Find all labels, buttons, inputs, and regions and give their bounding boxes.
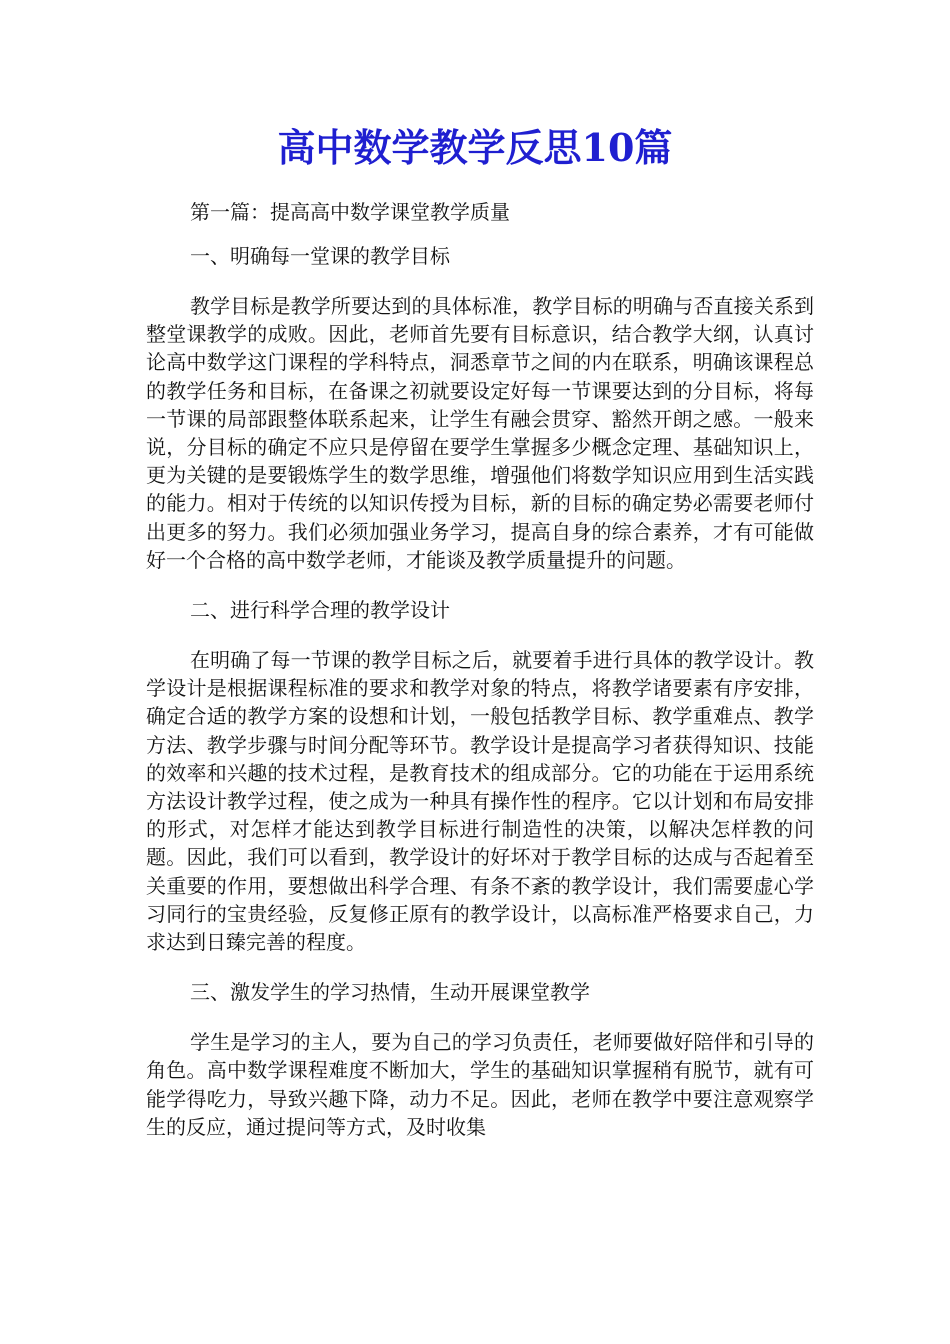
document-title: 高中数学教学反思10篇 <box>277 125 673 170</box>
section-heading-1: 一、明确每一堂课的教学目标 <box>190 244 450 268</box>
chapter-heading: 第一篇：提高高中数学课堂教学质量 <box>190 200 510 224</box>
section-heading-2: 二、进行科学合理的教学设计 <box>190 598 450 623</box>
document-body <box>146 198 814 1141</box>
section-paragraph-2: 在明确了每一节课的教学目标之后，就要着手进行具体的教学设计。教学设计是根据课程标准的要求和教学对象的特点，将教学诸要素有序安排，确定合适的教学方案的设想和计划，一般包括教学目标、教学重难点、教学方法、教学步骤与时间分配等环节。教学设计是提高学习者获得知识、技能的效率和兴趣的技术过程，是教育技术的组成部分。它的功能在于运用系统方法设计教学过程，使之成为一种具有操作性的程序。它以计划和布局安排的形式，对怎样才能达到教学目标进行制造性的决策，以解决怎样教的问题。因此，我们可以看到，教学设计的好坏对于教学目标的达成与否起着至关重要的作用，要想做出科学合理、有条不紊的教学设计，我们需要虚心学习同行的宝贵经验，反复修正原有的教学设计，以高标准严格要求自己，力求达到日臻完善的程度。 <box>146 648 814 955</box>
section-paragraph-3: 学生是学习的主人，要为自己的学习负责任，老师要做好陪伴和引导的角色。高中数学课程难度不断加大，学生的基础知识掌握稍有脱节，就有可能学得吃力，导致兴趣下降，动力不足。因此，老师在教学中要注意观察学生的反应，通过提问等方式，及时收集 <box>146 1030 814 1139</box>
section-paragraph-1: 教学目标是教学所要达到的具体标准，教学目标的明确与否直接关系到整堂课教学的成败。因此，老师首先要有目标意识，结合教学大纲，认真讨论高中数学这门课程的学科特点，洞悉章节之间的内在联系，明确该课程总的教学任务和目标，在备课之初就要设定好每一节课要达到的分目标，将每一节课的局部跟整体联系起来，让学生有融会贯穿、豁然开朗之感。一般来说，分目标的确定不应只是停留在要学生掌握多少概念定理、基础知识上，更为关键的是要锻炼学生的数学思维，增强他们将数学知识应用到生活实践的能力。相对于传统的以知识传授为目标，新的目标的确定势必需要老师付出更多的努力。我们必须加强业务学习，提高自身的综合素养，才有可能做好一个合格的高中数学老师，才能谈及教学质量提升的问题。 <box>146 294 814 572</box>
section-heading-3: 三、激发学生的学习热情，生动开展课堂教学 <box>190 980 590 1005</box>
